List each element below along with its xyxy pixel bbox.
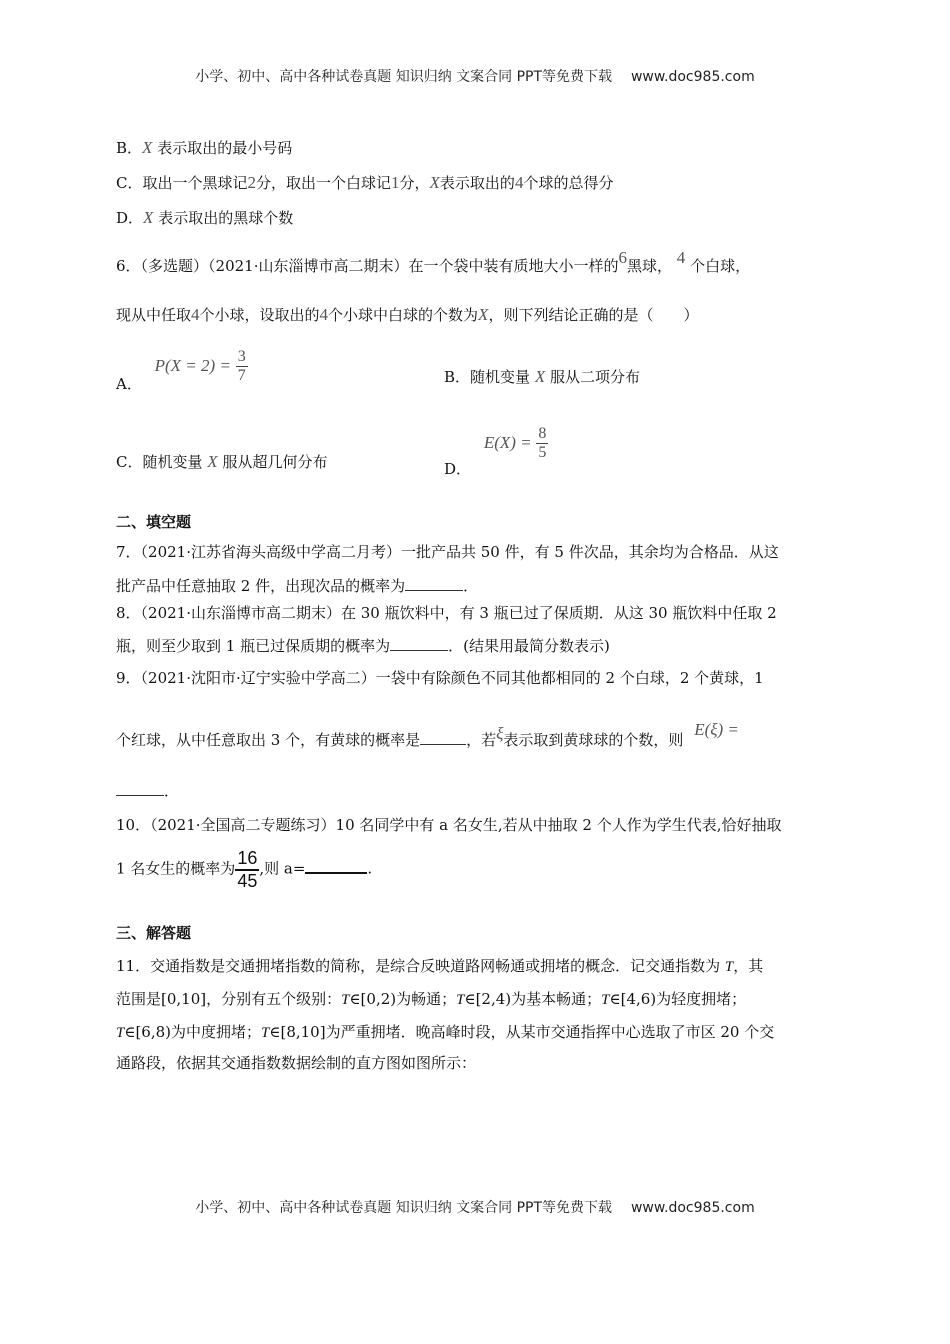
question-text: ,则 a= [259,859,306,878]
math-num: 4 [319,305,329,324]
answer-blank[interactable] [420,743,466,745]
question-text: 瓶，则至少取到 1 瓶已过保质期的概率为 [116,637,391,655]
math-num: 1 [391,173,400,192]
q6-option-c [116,451,327,472]
option-text: 服从超几何分布 [222,453,328,471]
question-text: ∈[4,6)为轻度拥堵； [609,990,747,1008]
q5-option-b [116,137,292,158]
option-text: 表示取出的最小号码 [157,139,293,157]
option-label: B． [444,368,471,386]
question-text: 表示取到黄球球的个数，则 [503,731,684,749]
q7-line1: 7．（2021·江苏省海头高级中学高二月考）一批产品共 50 件，有 5 件次品，其余均为合格品．从这 [116,543,779,561]
question-text: ，其 [733,957,764,975]
option-label: C． [116,174,143,192]
q6-option-b [444,366,640,387]
math-expr: E(X) = [483,432,532,452]
q11-line4: 通路段，依据其交通指数数据绘制的直方图如图所示： [116,1054,477,1072]
fraction [235,848,259,891]
header-text: 小学、初中、高中各种试卷真题 知识归纳 文案合同 PPT等免费下载 [195,69,613,85]
question-text: 11．交通指数是交通拥堵指数的简称，是综合反映道路网畅通或拥堵的概念．记交通指数为 [116,957,721,975]
footer-text: 小学、初中、高中各种试卷真题 知识归纳 文案合同 PPT等免费下载 [195,1200,613,1216]
question-text: 6．（多选题）（2021·山东淄博市高二期末）在一个袋中装有质地大小一样的 [116,257,619,275]
math-var: T [456,992,465,1008]
question-text: ∈[6,8)为中度拥堵； [124,1023,262,1041]
answer-blank[interactable] [405,589,463,591]
math-num: 6 [618,248,627,267]
q11-line2 [116,988,746,1009]
math-var: X [207,452,218,471]
option-label: B． [116,139,143,157]
math-var: T [601,992,610,1008]
question-text: 个小球中白球的个数为 [328,306,479,324]
section-title-fill-blank: 二、填空题 [116,513,192,531]
option-text: 随机变量 [142,453,203,471]
q5-option-d [116,207,293,228]
q6-option-d [444,425,548,478]
option-text: 表示取出的 [439,174,515,192]
q8-line2 [116,635,610,656]
question-text: ∈[0,2)为畅通； [349,990,457,1008]
q6-option-a [116,342,248,393]
option-label: D． [116,209,144,227]
section-title-answer: 三、解答题 [116,924,192,942]
question-text: 批产品中任意抽取 2 件，出现次品的概率为 [116,577,406,595]
math-var: X [143,208,154,227]
option-label: D． [444,459,472,478]
math-var: X [478,305,489,324]
fraction [236,348,248,386]
numerator: 3 [237,348,246,365]
option-text: 分，取出一个白球记 [256,174,392,192]
page-header [0,66,950,86]
math-var: ξ [496,724,504,743]
header-site[interactable]: www.doc985.com [630,69,755,85]
math-var: T [724,959,734,975]
denominator: 45 [237,870,258,891]
option-text: 分， [399,174,430,192]
option-text: 表示取出的黑球个数 [158,209,294,227]
q11-line1 [116,955,763,976]
question-text: 个白球， [690,257,751,275]
question-text: ，若 [466,731,497,749]
q6-stem-line2 [116,304,698,325]
answer-blank[interactable] [116,794,164,796]
question-text: 1 名女生的概率为 [116,859,236,878]
question-text: ，则下列结论正确的是（ ） [488,306,699,324]
question-text: 范围是[0,10]，分别有五个级别： [116,990,342,1008]
question-text: 个红球，从中任意取出 3 个，有黄球的概率是 [116,731,421,749]
option-label: C． [116,453,143,471]
numerator: 16 [237,848,258,868]
math-num: 2 [247,173,256,192]
q9-line2 [116,720,739,750]
question-text: ∈[8,10]为严重拥堵．晚高峰时段，从某市交通指挥中心选取了市区 20 个交 [269,1023,775,1041]
denominator: 7 [237,367,246,385]
math-var: T [261,1025,270,1041]
math-var: X [142,138,153,157]
question-text: 现从中任取 [116,306,192,324]
option-text: 个球的总得分 [523,174,614,192]
q5-option-c [116,172,613,193]
numerator: 8 [538,425,547,442]
q8-line1: 8．（2021·山东淄博市高二期末）在 30 瓶饮料中，有 3 瓶已过了保质期．从这 30 瓶饮料中任取 2 [116,604,777,622]
q9-line1: 9．（2021·沈阳市·辽宁实验中学高二）一袋中有除颜色不同其他都相同的 2 个白球，2 个黄球，1 [116,669,764,687]
question-text: ． [463,577,479,595]
q10-line2 [116,848,372,891]
q6-stem-line1 [116,248,751,276]
answer-blank[interactable] [305,871,367,874]
option-text: 取出一个黑球记 [142,174,248,192]
question-text: 个小球，设取出的 [199,306,320,324]
question-text: . [367,859,373,878]
fraction [536,425,548,463]
page-footer [0,1197,950,1217]
option-label: A． [116,374,142,393]
math-num: 4 [676,248,686,267]
q7-line2 [116,575,478,596]
math-var: T [116,1025,125,1041]
q9-line3 [116,780,179,801]
math-var: X [534,367,546,386]
math-num: 4 [191,305,200,324]
math-var: T [341,992,350,1008]
math-num: 4 [514,173,524,192]
math-var: X [429,173,440,192]
footer-site[interactable]: www.doc985.com [630,1200,755,1216]
option-text: 服从二项分布 [550,368,641,386]
math-expr: P(X = 2) = [154,355,231,375]
math-expr: E(ξ) = [694,720,739,739]
answer-blank[interactable] [390,649,448,651]
question-text: ． [164,782,180,800]
q11-line3 [116,1021,774,1042]
option-text: 随机变量 [470,368,531,386]
q10-line1: 10．（2021·全国高二专题练习）10 名同学中有 a 名女生,若从中抽取 2 个人作为学生代表,恰好抽取 [116,816,782,834]
denominator: 5 [538,444,547,462]
question-text: ∈[2,4)为基本畅通； [464,990,602,1008]
question-text: 黑球， [627,257,673,275]
question-text: ．(结果用最简分数表示) [448,637,610,655]
